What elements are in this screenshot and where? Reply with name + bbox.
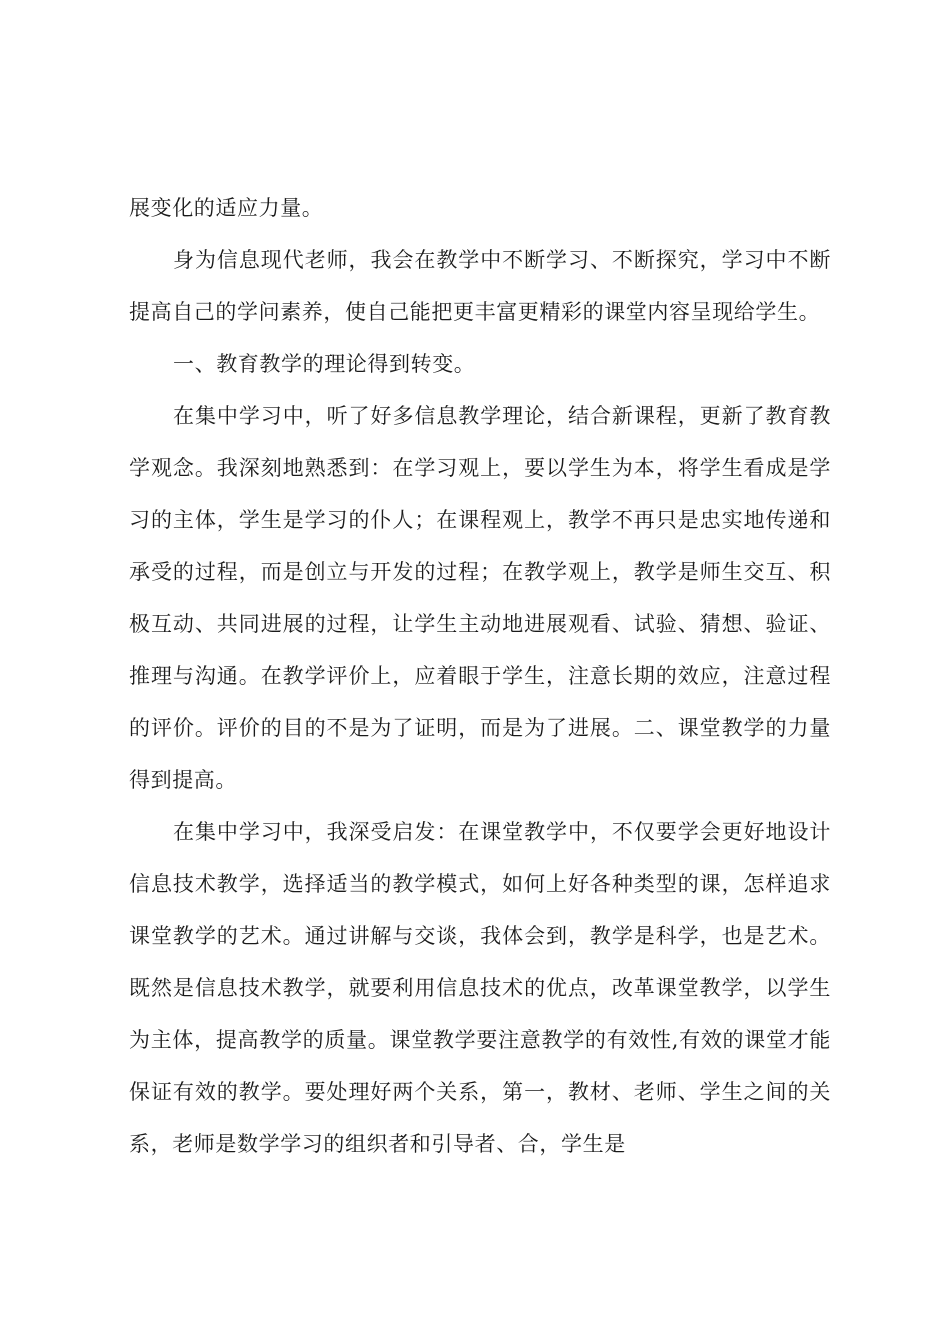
- paragraph-1: 展变化的适应力量。: [129, 196, 324, 220]
- paragraph-3: 在集中学习中，听了好多信息教学理论，结合新课程，更新了教育教学观念。我深刻地熟悉到：在学习观上，要以学生为本，将学生看成是学习的主体，学生是学习的仆人；在课程观上，教学不再只是忠实地传递和承受的过程，而是创立与开发的过程；在教学观上，教学是师生交互、积极互动、共同进展的过程，让学生主动地进展观看、试验、猜想、验证、推理与沟通。在教学评价上，应着眼于学生，注意长期的效应，注意过程的评价。评价的目的不是为了证明，而是为了进展。二、课堂教学的力量得到提高。: [129, 404, 831, 792]
- paragraph-4: 在集中学习中，我深受启发：在课堂教学中，不仅要学会更好地设计信息技术教学，选择适当的教学模式，如何上好各种类型的课，怎样追求课堂教学的艺术。通过讲解与交谈，我体会到，教学是科学，也是艺术。既然是信息技术教学，就要利用信息技术的优点，改革课堂教学，以学生为主体，提高教学的质量。课堂教学要注意教学的有效性,有效的课堂才能保证有效的教学。要处理好两个关系，第一，教材、老师、学生之间的关系，老师是数学学习的组织者和引导者、合，学生是: [129, 820, 831, 1156]
- document-body: [129, 182, 831, 1170]
- paragraph-2: 身为信息现代老师，我会在教学中不断学习、不断探究，学习中不断提高自己的学问素养，使自己能把更丰富更精彩的课堂内容呈现给学生。: [129, 248, 831, 324]
- section-heading-1: 一、教育教学的理论得到转变。: [173, 352, 476, 376]
